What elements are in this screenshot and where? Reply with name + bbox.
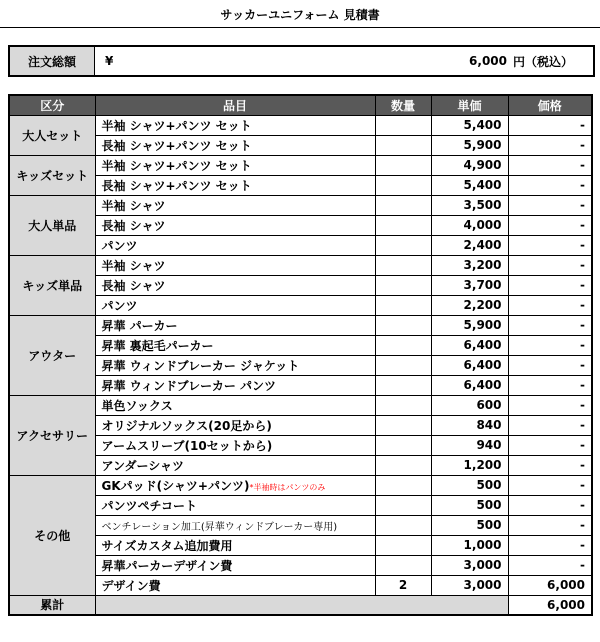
table-row [9, 255, 592, 275]
table-row [9, 395, 592, 415]
price-cell: - [508, 495, 592, 515]
summary-blank [95, 595, 508, 615]
qty-cell[interactable]: 2 [375, 575, 431, 595]
item-name: オリジナルソックス(20足から) [101, 418, 272, 433]
qty-cell[interactable] [375, 375, 431, 395]
unit-price-cell: 5,900 [431, 135, 508, 155]
item-name: ベンチレーション加工(昇華ウィンドブレーカー専用) [101, 521, 338, 533]
table-row [9, 335, 592, 355]
item-name: 長袖 シャツ+パンツ セット [101, 138, 252, 153]
unit-price-cell: 500 [431, 515, 508, 535]
qty-cell[interactable] [375, 415, 431, 435]
qty-cell[interactable] [375, 135, 431, 155]
order-total-amount: 6,000 [469, 54, 507, 68]
price-cell: - [508, 395, 592, 415]
table-row [9, 235, 592, 255]
table-header-row [9, 95, 592, 115]
qty-cell[interactable] [375, 475, 431, 495]
table-row [9, 155, 592, 175]
item-note: *半袖時はパンツのみ [249, 482, 326, 492]
table-row [9, 195, 592, 215]
item-name: パンツペチコート [101, 498, 198, 513]
unit-price-cell: 6,400 [431, 335, 508, 355]
price-cell: 6,000 [508, 575, 592, 595]
category-cell: アクセサリー [9, 395, 95, 475]
estimate-table [8, 94, 593, 616]
order-total-label: 注文総額 [10, 47, 95, 75]
qty-cell[interactable] [375, 455, 431, 475]
table-row [9, 495, 592, 515]
table-row [9, 475, 592, 495]
title-underline [0, 27, 600, 28]
item-name: 長袖 シャツ+パンツ セット [101, 178, 252, 193]
category-cell: その他 [9, 475, 95, 595]
qty-cell[interactable] [375, 295, 431, 315]
qty-cell[interactable] [375, 195, 431, 215]
item-name-cell [95, 135, 375, 155]
table-row [9, 455, 592, 475]
unit-price-cell: 6,400 [431, 355, 508, 375]
table-row [9, 215, 592, 235]
item-name-cell [95, 295, 375, 315]
table-row [9, 575, 592, 595]
qty-cell[interactable] [375, 275, 431, 295]
item-name: サイズカスタム追加費用 [101, 538, 233, 553]
item-name-cell [95, 315, 375, 335]
item-name-cell [95, 515, 375, 535]
item-name-cell [95, 215, 375, 235]
item-name: 昇華 ウィンドブレーカー パンツ [101, 378, 277, 393]
qty-cell[interactable] [375, 315, 431, 335]
price-cell: - [508, 535, 592, 555]
item-name: 昇華 パーカー [101, 318, 178, 333]
table-row [9, 555, 592, 575]
price-cell: - [508, 315, 592, 335]
price-cell: - [508, 355, 592, 375]
price-cell: - [508, 375, 592, 395]
item-name-cell [95, 195, 375, 215]
price-cell: - [508, 235, 592, 255]
table-row [9, 135, 592, 155]
header-price: 価格 [508, 95, 592, 115]
qty-cell[interactable] [375, 335, 431, 355]
price-cell: - [508, 515, 592, 535]
item-name: 昇華パーカーデザイン費 [101, 558, 233, 573]
item-name-cell [95, 155, 375, 175]
order-total-unit: 円（税込） [513, 54, 574, 69]
qty-cell[interactable] [375, 215, 431, 235]
item-name-cell [95, 175, 375, 195]
item-name: アンダーシャツ [101, 458, 185, 473]
item-name-cell [95, 415, 375, 435]
qty-cell[interactable] [375, 535, 431, 555]
qty-cell[interactable] [375, 235, 431, 255]
table-row [9, 515, 592, 535]
price-cell: - [508, 455, 592, 475]
item-name: 単色ソックス [101, 398, 173, 413]
unit-price-cell: 840 [431, 415, 508, 435]
unit-price-cell: 3,700 [431, 275, 508, 295]
item-name-cell [95, 435, 375, 455]
unit-price-cell: 3,200 [431, 255, 508, 275]
header-unit-price: 単価 [431, 95, 508, 115]
unit-price-cell: 940 [431, 435, 508, 455]
unit-price-cell: 5,900 [431, 315, 508, 335]
item-name: 半袖 シャツ+パンツ セット [101, 158, 252, 173]
item-name-cell [95, 575, 375, 595]
item-name-cell [95, 115, 375, 135]
unit-price-cell: 5,400 [431, 115, 508, 135]
category-cell: 大人セット [9, 115, 95, 155]
item-name: GKパッド(シャツ+パンツ) [101, 478, 250, 493]
item-name-cell [95, 555, 375, 575]
item-name-cell [95, 235, 375, 255]
header-qty: 数量 [375, 95, 431, 115]
qty-cell[interactable] [375, 355, 431, 375]
price-cell: - [508, 435, 592, 455]
table-row [9, 275, 592, 295]
qty-cell[interactable] [375, 495, 431, 515]
summary-value: 6,000 [508, 595, 592, 615]
price-cell: - [508, 135, 592, 155]
price-cell: - [508, 475, 592, 495]
qty-cell[interactable] [375, 115, 431, 135]
item-name: パンツ [101, 238, 138, 253]
table-row [9, 435, 592, 455]
item-name: パンツ [101, 298, 138, 313]
unit-price-cell: 4,000 [431, 215, 508, 235]
item-name-cell [95, 495, 375, 515]
unit-price-cell: 3,000 [431, 555, 508, 575]
order-total-box [8, 45, 595, 77]
item-name: 昇華 ウィンドブレーカー ジャケット [101, 358, 300, 373]
price-cell: - [508, 155, 592, 175]
item-name-cell [95, 255, 375, 275]
summary-label: 累計 [9, 595, 95, 615]
price-cell: - [508, 555, 592, 575]
item-name: 半袖 シャツ [101, 198, 166, 213]
header-item: 品目 [95, 95, 375, 115]
qty-cell[interactable] [375, 175, 431, 195]
item-name: 半袖 シャツ+パンツ セット [101, 118, 252, 133]
table-row [9, 175, 592, 195]
unit-price-cell: 1,200 [431, 455, 508, 475]
price-cell: - [508, 175, 592, 195]
unit-price-cell: 600 [431, 395, 508, 415]
item-name-cell [95, 395, 375, 415]
header-category: 区分 [9, 95, 95, 115]
item-name-cell [95, 475, 375, 495]
category-cell: キッズ単品 [9, 255, 95, 315]
currency-symbol: ¥ [105, 54, 114, 68]
table-row [9, 355, 592, 375]
price-cell: - [508, 195, 592, 215]
item-name: 半袖 シャツ [101, 258, 166, 273]
item-name: デザイン費 [101, 578, 161, 593]
unit-price-cell: 3,000 [431, 575, 508, 595]
qty-cell[interactable] [375, 435, 431, 455]
unit-price-cell: 500 [431, 475, 508, 495]
item-name: アームスリーブ(10セットから) [101, 438, 273, 453]
item-name-cell [95, 455, 375, 475]
unit-price-cell: 2,400 [431, 235, 508, 255]
unit-price-cell: 3,500 [431, 195, 508, 215]
qty-cell[interactable] [375, 555, 431, 575]
price-cell: - [508, 295, 592, 315]
item-name-cell [95, 375, 375, 395]
price-cell: - [508, 415, 592, 435]
unit-price-cell: 5,400 [431, 175, 508, 195]
item-name-cell [95, 535, 375, 555]
table-row [9, 115, 592, 135]
item-name-cell [95, 275, 375, 295]
unit-price-cell: 4,900 [431, 155, 508, 175]
price-cell: - [508, 215, 592, 235]
item-name-cell [95, 355, 375, 375]
category-cell: キッズセット [9, 155, 95, 195]
unit-price-cell: 2,200 [431, 295, 508, 315]
table-row [9, 535, 592, 555]
item-name: 長袖 シャツ [101, 278, 166, 293]
summary-row [9, 595, 592, 615]
price-cell: - [508, 335, 592, 355]
item-name: 長袖 シャツ [101, 218, 166, 233]
item-name-cell [95, 335, 375, 355]
qty-cell[interactable] [375, 255, 431, 275]
table-row [9, 375, 592, 395]
unit-price-cell: 1,000 [431, 535, 508, 555]
qty-cell[interactable] [375, 395, 431, 415]
table-row [9, 295, 592, 315]
price-cell: - [508, 275, 592, 295]
category-cell: アウター [9, 315, 95, 395]
item-name: 昇華 裏起毛パーカー [101, 338, 214, 353]
price-cell: - [508, 255, 592, 275]
unit-price-cell: 6,400 [431, 375, 508, 395]
category-cell: 大人単品 [9, 195, 95, 255]
document-title: サッカーユニフォーム 見積書 [220, 8, 380, 22]
table-row [9, 415, 592, 435]
price-cell: - [508, 115, 592, 135]
qty-cell[interactable] [375, 155, 431, 175]
qty-cell[interactable] [375, 515, 431, 535]
unit-price-cell: 500 [431, 495, 508, 515]
table-row [9, 315, 592, 335]
